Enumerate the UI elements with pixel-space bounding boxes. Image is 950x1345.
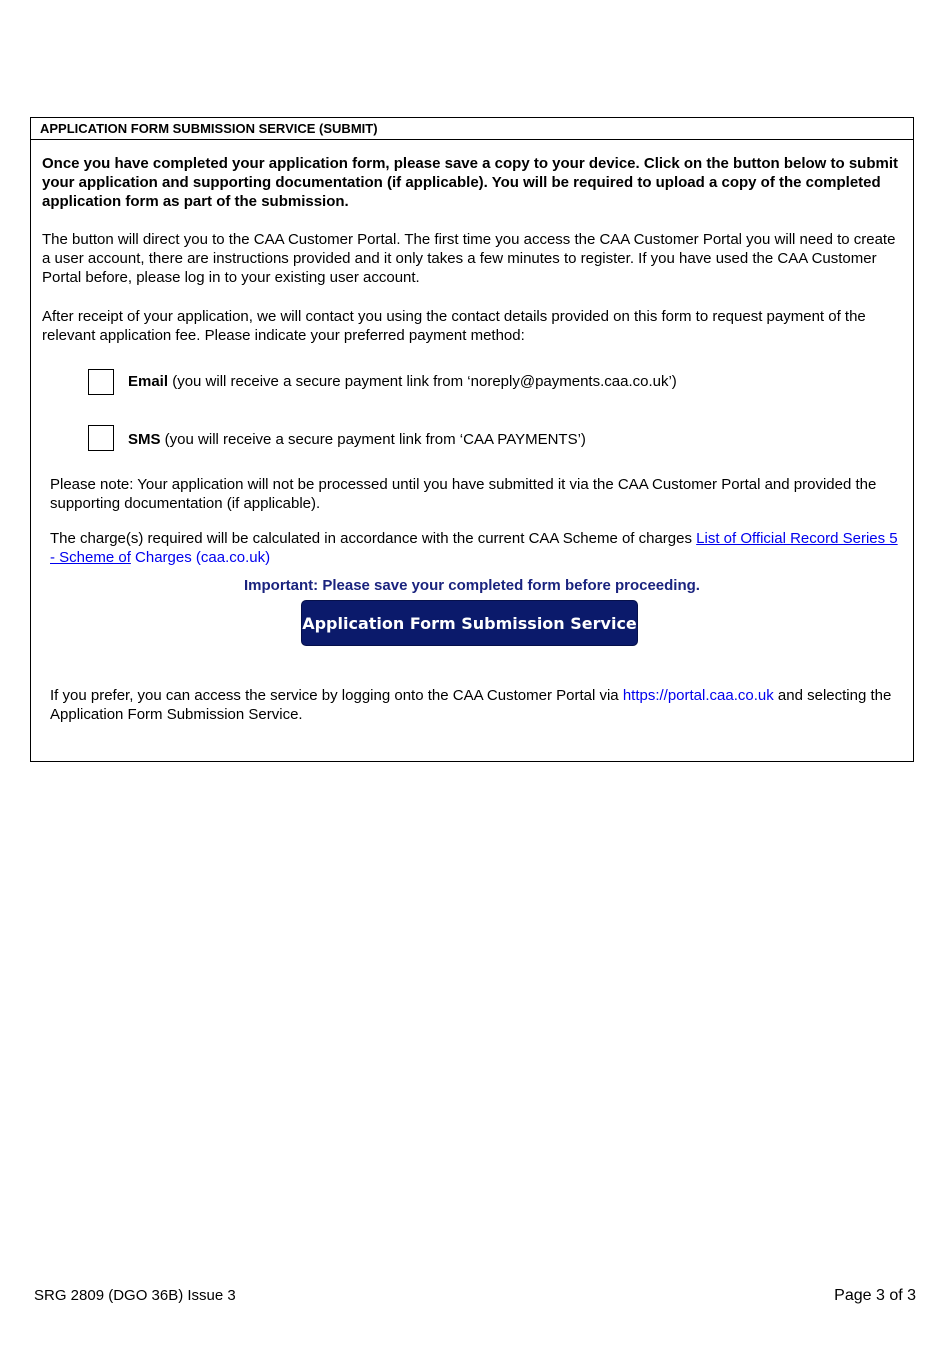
section-header: APPLICATION FORM SUBMISSION SERVICE (SUBMIT) bbox=[31, 118, 913, 140]
scheme-of-charges-link[interactable]: List of Official Record Series 5 - Scheme of bbox=[50, 530, 898, 566]
sms-option-title: SMS bbox=[128, 431, 161, 448]
sms-option-label bbox=[128, 430, 586, 449]
email-option-title: Email bbox=[128, 373, 169, 390]
charges-text-body: The charge(s) required will be calculated in accordance with the current CAA Scheme of charges bbox=[50, 530, 697, 547]
scheme-of-charges-link-suffix[interactable]: Charges (caa.co.uk) bbox=[130, 549, 271, 566]
email-payment-checkbox[interactable] bbox=[88, 369, 114, 395]
alternative-access-text-after: and selecting the Application Form Submission Service. bbox=[50, 687, 892, 723]
portal-link[interactable]: https://portal.caa.co.uk bbox=[622, 687, 774, 704]
application-form-submission-button[interactable]: Application Form Submission Service bbox=[301, 600, 638, 646]
alternative-access-text-before: If you prefer, you can access the service by logging onto the CAA Customer Portal via bbox=[50, 687, 623, 704]
form-reference: SRG 2809 (DGO 36B) Issue 3 bbox=[34, 1287, 236, 1304]
page-number: Page 3 of 3 bbox=[834, 1287, 916, 1304]
email-option-label bbox=[128, 372, 677, 391]
important-notice: Important: Please save your completed form before proceeding. bbox=[244, 577, 700, 594]
portal-info-text: The button will direct you to the CAA Customer Portal. The first time you access the CAA Customer Portal you will need to create a user account, there are instructions provided and it only takes a few minutes to register. If you have used the CAA Customer Portal before, please log in to your existing user account. bbox=[42, 231, 896, 286]
email-option-description: (you will receive a secure payment link from ‘noreply@payments.caa.co.uk’) bbox=[168, 373, 677, 390]
sms-payment-checkbox[interactable] bbox=[88, 425, 114, 451]
charges-text bbox=[50, 529, 900, 567]
alternative-access-text bbox=[50, 686, 900, 724]
intro-text: Once you have completed your application form, please save a copy to your device. Click on the button below to submit your application and supporting documentation (if applicable). You will be required to upload a copy of the completed application form as part of the submission. bbox=[42, 155, 899, 210]
processing-note: Please note: Your application will not be processed until you have submitted it via the CAA Customer Portal and provided the supporting documentation (if applicable). bbox=[50, 476, 877, 512]
payment-info-text: After receipt of your application, we will contact you using the contact details provided on this form to request payment of the relevant application fee. Please indicate your preferred payment method: bbox=[42, 308, 866, 344]
sms-option-description: (you will receive a secure payment link from ‘CAA PAYMENTS’) bbox=[160, 431, 586, 448]
submission-section bbox=[30, 117, 914, 762]
